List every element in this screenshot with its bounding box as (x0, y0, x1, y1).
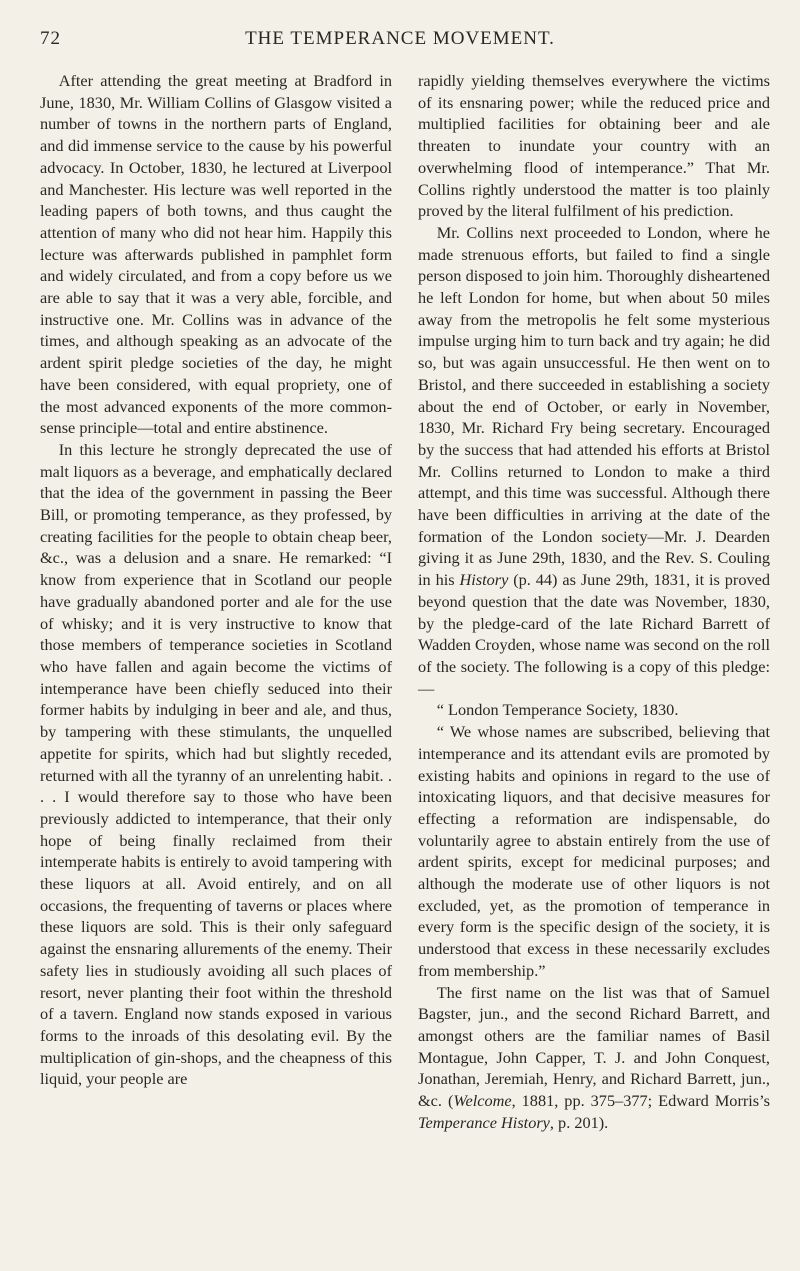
text-run: (p. 44) as June 29th, 1831, it is proved beyond question that the date was November, 1830, by the pledge-card of the late Richard Barrett of Wadden Croyden, whose name was second on the roll of the society. The following is a copy of this pledge:— (418, 570, 770, 698)
text-run: , 1881, pp. 375–377; Edward Morris’s (511, 1091, 771, 1111)
italic-title: History (459, 570, 509, 590)
pledge-heading: “ London Temperance Society, 1830. (436, 700, 679, 720)
italic-title: Welcome (453, 1091, 512, 1111)
text-run: The first name on the list was that of Samuel Bagster, jun., and the second Richard Barrett, and amongst others are the familiar names of Basil Montague, John Capper, T. J. and John Conquest, Jonathan, Jeremiah, Henry, and Richard Barrett, jun., &c. ( (418, 982, 770, 1111)
pledge-text: “ We whose names are subscribed, believing that intemperance and its attendant evils are promoted by existing habits and opinions in regard to the use of intoxicating liquors, and that decisive measures for effecting a reformation are indispensable, do voluntarily agree to abstain entirely from the use of ardent spirits, except for medicinal purposes; and although the moderate use of other liquors is not excluded, yet, as the promotion of temperance in every form is the specific design of the society, it is understood that excess in these necessarily excludes from membership.” (418, 722, 770, 980)
page-number: 72 (40, 28, 61, 49)
paragraph (418, 222, 770, 699)
text-run: , p. 201). (549, 1112, 609, 1132)
left-column (40, 70, 392, 1090)
paragraph: In this lecture he strongly deprecated the use of malt liquors as a beverage, and emphatically declared that the idea of the government in passing the Beer Bill, or promoting temperance, as they professed, by creating facilities for the people to obtain cheap beer, &c., was a delusion and a snare. He remarked: “I know from experience that in Scotland our people have gradually abandoned porter and ale for the use of whisky; and it is very instructive to know that those members of temperance societies in Scotland who have fallen and again become the victims of intemperance have been chiefly seduced into their former habits by indulging in beer and ale, and thus, by tampering with these stimulants, the unquelled appetite for spirits, which had but slightly receded, returned with all the tyranny of an unrelenting habit. . . . I would therefore say to those who have been previously addicted to intemperance, that their only hope of being finally reclaimed from their intemperate habits is entirely to avoid tampering with these liquors at all. Avoid entirely, and on all occasions, the frequenting of taverns or places where these liquors are sold. This is their only safeguard against the ensnaring allurements of the enemy. Their safety lies in studiously avoiding all such places of resort, never planting their foot within the threshold of a tavern. England now stands exposed in various forms to the inroads of this desolating evil. By the multiplication of gin-shops, and the cheapness of this liquid, your people are (40, 439, 392, 1089)
paragraph (418, 982, 770, 1134)
text-run: Mr. Collins next proceeded to London, where he made strenuous efforts, but failed to find a single person disposed to join him. Thoroughly disheartened he left London for home, but when about 50 miles away from the metropolis he felt some mysterious impulse urging him to turn back and try again; he did so, but was again unsuccessful. He then went on to Bristol, and there succeeded in establishing a society about the end of October, or early in November, 1830, Mr. Richard Fry being secretary. Encouraged by the success that had attended his efforts at Bristol Mr. Collins returned to London to make a third attempt, and this time was successful. Although there have been difficulties in arriving at the date of the formation of the London society—Mr. J. Dearden giving it as June 29th, 1830, and the Rev. S. Couling in his (418, 222, 770, 590)
page-header (40, 28, 760, 54)
right-column (418, 70, 770, 1133)
running-title: THE TEMPERANCE MOVEMENT. (245, 28, 555, 49)
paragraph: After attending the great meeting at Bradford in June, 1830, Mr. William Collins of Glasgow visited a number of towns in the northern parts of England, and did immense service to the cause by his powerful advocacy. In October, 1830, he lectured at Liverpool and Manchester. His lecture was well reported in the leading papers of both towns, and thus caught the attention of many who did not hear him. Happily this lecture was afterwards published in pamphlet form and widely circulated, and from a copy before us we are able to say that it was a very able, forcible, and instructive one. Mr. Collins was in advance of the times, and although speaking as an advocate of the ardent spirit pledge societies of the day, he might have been considered, with equal propriety, one of the most advanced exponents of the more common-sense principle—total and entire abstinence. (40, 71, 392, 438)
paragraph-continued: rapidly yielding themselves everywhere the victims of its ensnaring power; while the reduced price and multiplied facilities for obtaining beer and ale threaten to inundate your country with an overwhelming flood of intemperance.” That Mr. Collins rightly understood the matter is too plainly proved by the literal fulfilment of his prediction. (418, 71, 770, 221)
italic-title: Temperance History (418, 1112, 550, 1132)
